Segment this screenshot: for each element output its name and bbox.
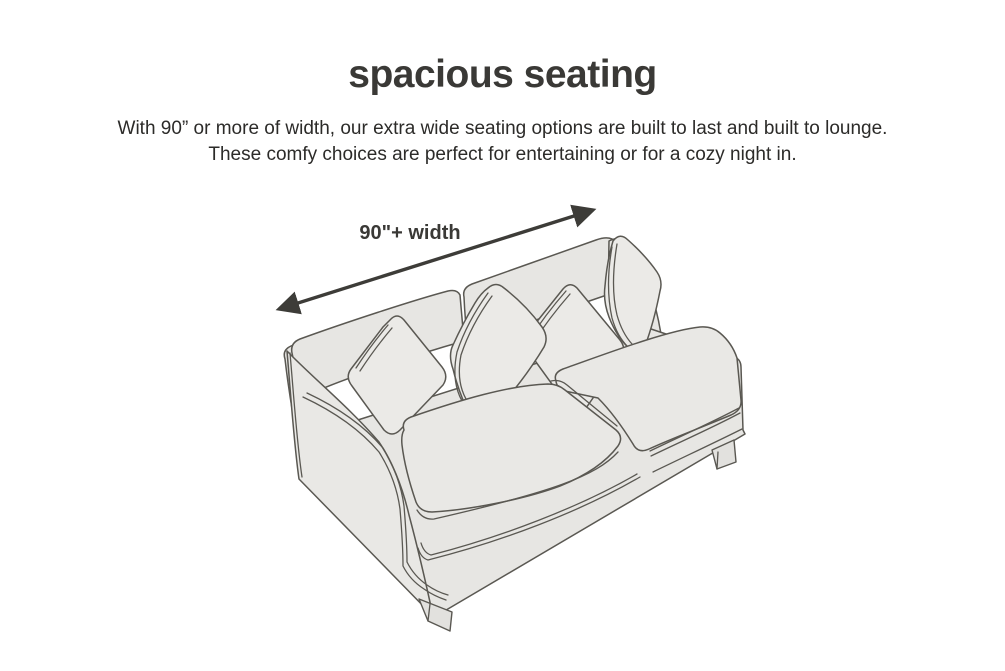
description-line-1: With 90” or more of width, our extra wide seating options are built to last and built to lounge. [117, 118, 888, 139]
width-dimension-label: 90"+ width [359, 222, 461, 244]
sofa-illustration [284, 236, 745, 631]
description-line-2: These comfy choices are perfect for entertaining or for a cozy night in. [208, 144, 797, 165]
page-title: spacious seating [348, 53, 657, 96]
